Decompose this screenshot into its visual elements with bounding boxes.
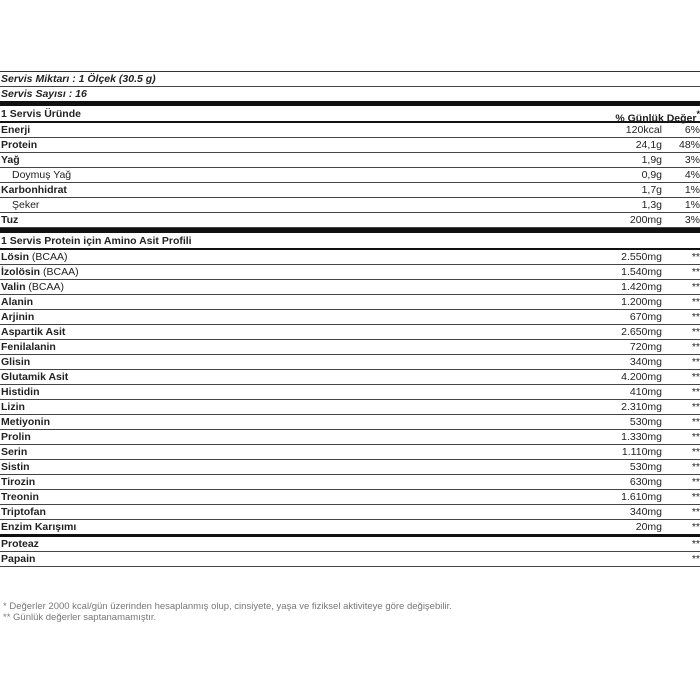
row-amount: 120kcal xyxy=(625,124,662,136)
table-row xyxy=(0,400,700,415)
row-name-text: Treonin xyxy=(1,491,39,503)
row-name-text: Triptofan xyxy=(1,506,46,518)
row-daily-value: ** xyxy=(691,296,700,308)
table-row xyxy=(0,183,700,198)
row-name xyxy=(1,475,35,489)
row-name xyxy=(1,325,65,339)
row-name-text: Şeker xyxy=(12,199,40,211)
row-name xyxy=(1,505,46,519)
row-name xyxy=(1,250,68,264)
table-row xyxy=(0,537,700,552)
footnote-daily-values: * Değerler 2000 kcal/gün üzerinden hesaplanmış olup, cinsiyete, yaşa ve fiziksel aktiviteye göre değişebilir. xyxy=(3,601,452,612)
row-name-text: Serin xyxy=(1,446,28,458)
row-daily-value: ** xyxy=(691,491,700,503)
table-row xyxy=(0,153,700,168)
row-name xyxy=(1,370,68,384)
serving-size-label: Servis Miktarı : xyxy=(1,73,76,85)
row-amount: 1,7g xyxy=(641,184,662,196)
table-row xyxy=(0,213,700,228)
row-name-text: İzolösin xyxy=(1,266,41,278)
row-amount: 530mg xyxy=(629,461,662,473)
row-daily-value: ** xyxy=(691,401,700,413)
row-amount: 24,1g xyxy=(635,139,662,151)
row-name xyxy=(1,123,30,137)
table-row xyxy=(0,250,700,265)
amino-header-title: 1 Servis Protein için Amino Asit Profili xyxy=(1,235,192,247)
row-name xyxy=(1,340,56,354)
amino-header-row xyxy=(0,228,700,250)
serving-size-value: 1 Ölçek (30.5 g) xyxy=(78,73,156,85)
row-name-text: Lösin xyxy=(1,251,29,263)
row-note: (BCAA) xyxy=(29,251,68,263)
nutrition-facts-panel xyxy=(0,71,700,567)
row-amount: 1,9g xyxy=(641,154,662,166)
enzyme-table xyxy=(0,537,700,567)
row-amount: 1.110mg xyxy=(621,446,662,458)
row-daily-value: ** xyxy=(691,416,700,428)
row-amount: 2.310mg xyxy=(621,401,662,413)
row-note: (BCAA) xyxy=(40,266,79,278)
row-name-text: Proteaz xyxy=(1,538,39,550)
row-name xyxy=(12,198,39,212)
table-row xyxy=(0,490,700,505)
row-amount: 1.200mg xyxy=(621,296,662,308)
row-name xyxy=(1,295,33,309)
row-name-text: Lizin xyxy=(1,401,25,413)
row-daily-value: 1% xyxy=(684,184,700,196)
row-name xyxy=(1,265,79,279)
row-amount: 720mg xyxy=(629,341,662,353)
table-row xyxy=(0,295,700,310)
row-amount: 530mg xyxy=(629,416,662,428)
row-daily-value: 3% xyxy=(684,154,700,166)
row-amount: 1.610mg xyxy=(621,491,662,503)
row-daily-value: ** xyxy=(691,386,700,398)
footnote-not-established: ** Günlük değerler saptanamamıştır. xyxy=(3,612,157,623)
row-amount: 2.650mg xyxy=(621,326,662,338)
enzyme-name: Enzim Karışımı xyxy=(1,521,77,533)
row-name-text: Histidin xyxy=(1,386,40,398)
row-amount: 410mg xyxy=(629,386,662,398)
row-amount: 670mg xyxy=(629,311,662,323)
table-row xyxy=(0,505,700,520)
table-row xyxy=(0,385,700,400)
row-name-text: Sistin xyxy=(1,461,30,473)
serving-count-row xyxy=(0,87,700,101)
table-row xyxy=(0,265,700,280)
table-row xyxy=(0,355,700,370)
row-name xyxy=(1,183,67,197)
row-daily-value: ** xyxy=(691,356,700,368)
enzyme-amount: 20mg xyxy=(635,521,662,533)
table-row xyxy=(0,460,700,475)
row-name xyxy=(1,430,31,444)
row-daily-value: ** xyxy=(691,538,700,550)
row-amount: 4.200mg xyxy=(621,371,662,383)
row-name xyxy=(1,552,35,566)
row-daily-value: ** xyxy=(691,506,700,518)
row-name-text: Protein xyxy=(1,139,38,151)
table-row xyxy=(0,310,700,325)
row-amount: 1.540mg xyxy=(621,266,662,278)
row-name xyxy=(1,355,30,369)
footnotes xyxy=(3,601,452,623)
table-row xyxy=(0,475,700,490)
row-name-text: Alanin xyxy=(1,296,34,308)
row-amount: 340mg xyxy=(629,506,662,518)
table-row xyxy=(0,280,700,295)
daily-value-mark: * xyxy=(696,109,700,119)
table-row xyxy=(0,340,700,355)
row-name-text: Prolin xyxy=(1,431,31,443)
row-name-text: Papain xyxy=(1,553,36,565)
row-note: (BCAA) xyxy=(25,281,65,293)
row-daily-value: 1% xyxy=(684,199,700,211)
row-daily-value: ** xyxy=(691,371,700,383)
row-name xyxy=(1,445,27,459)
table-row xyxy=(0,198,700,213)
row-name xyxy=(1,385,40,399)
row-daily-value: ** xyxy=(691,341,700,353)
row-name-text: Metiyonin xyxy=(1,416,50,428)
row-daily-value: 48% xyxy=(678,139,700,151)
row-name xyxy=(1,415,50,429)
row-name xyxy=(1,537,39,551)
row-name-text: Glisin xyxy=(1,356,31,368)
table-row xyxy=(0,445,700,460)
serving-size-row xyxy=(0,72,700,87)
table-row xyxy=(0,325,700,340)
row-name xyxy=(1,310,34,324)
table-row xyxy=(0,138,700,153)
row-amount: 340mg xyxy=(629,356,662,368)
serving-count-value: 16 xyxy=(75,88,87,100)
table-row xyxy=(0,370,700,385)
table-row xyxy=(0,430,700,445)
table-row xyxy=(0,552,700,567)
row-name-text: Arjinin xyxy=(1,311,35,323)
row-amount: 0,9g xyxy=(641,169,662,181)
row-daily-value: ** xyxy=(691,476,700,488)
row-name xyxy=(1,280,64,294)
row-name-text: Karbonhidrat xyxy=(1,184,67,196)
row-daily-value: ** xyxy=(691,553,700,565)
row-name-text: Tuz xyxy=(1,214,19,226)
table-row xyxy=(0,123,700,138)
row-daily-value: 6% xyxy=(684,124,700,136)
row-name-text: Fenilalanin xyxy=(1,341,56,353)
row-daily-value: ** xyxy=(691,281,700,293)
row-name-text: Enerji xyxy=(1,124,31,136)
row-name xyxy=(12,168,71,182)
row-daily-value: 3% xyxy=(684,214,700,226)
row-amount: 200mg xyxy=(629,214,662,226)
row-daily-value: 4% xyxy=(684,169,700,181)
row-daily-value: ** xyxy=(691,251,700,263)
row-name xyxy=(1,153,20,167)
row-amount: 630mg xyxy=(629,476,662,488)
row-amount: 1,3g xyxy=(641,199,662,211)
nutrition-header-row xyxy=(0,101,700,123)
row-daily-value: ** xyxy=(691,311,700,323)
row-name xyxy=(1,213,18,227)
row-amount: 2.550mg xyxy=(621,251,662,263)
row-name-text: Valin xyxy=(1,281,26,293)
row-daily-value: ** xyxy=(691,326,700,338)
row-daily-value: ** xyxy=(691,431,700,443)
nutrition-table xyxy=(0,123,700,228)
row-name-text: Glutamik Asit xyxy=(1,371,69,383)
row-name-text: Aspartik Asit xyxy=(1,326,66,338)
amino-table xyxy=(0,250,700,520)
enzyme-row xyxy=(0,520,700,537)
nutrition-header-title: 1 Servis Üründe xyxy=(1,108,81,120)
row-name xyxy=(1,460,30,474)
table-row xyxy=(0,415,700,430)
row-daily-value: ** xyxy=(691,266,700,278)
row-name xyxy=(1,490,39,504)
row-amount: 1.420mg xyxy=(621,281,662,293)
row-daily-value: ** xyxy=(691,461,700,473)
row-name-text: Tirozin xyxy=(1,476,36,488)
table-row xyxy=(0,168,700,183)
row-name xyxy=(1,400,25,414)
enzyme-dv: ** xyxy=(691,521,700,533)
row-name-text: Yağ xyxy=(1,154,20,166)
daily-value-header: % Günlük Değer* xyxy=(615,109,700,125)
row-name xyxy=(1,138,37,152)
row-amount: 1.330mg xyxy=(621,431,662,443)
serving-count-label: Servis Sayısı : xyxy=(1,88,73,100)
row-daily-value: ** xyxy=(691,446,700,458)
row-name-text: Doymuş Yağ xyxy=(12,169,72,181)
